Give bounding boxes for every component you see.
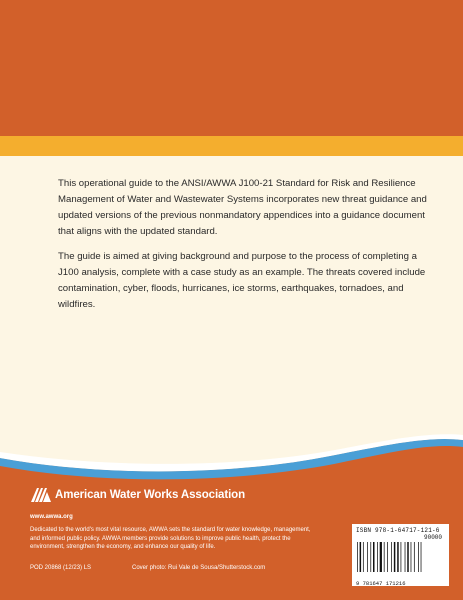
top-orange-band — [0, 0, 463, 136]
barcode-number: 9 781647 171216 — [356, 580, 406, 587]
credits-row — [30, 565, 360, 571]
description-paragraph-2: The guide is aimed at giving background and purpose to the process of completing a J100 analysis, complete with a case study as an example. The threats covered include contamination, cyber, floods, hurricanes, ice storms, earthquakes, tornadoes, and wildfires. — [58, 251, 426, 310]
yellow-stripe — [0, 136, 463, 156]
cover-photo-credit: Cover photo: Rui Vale de Sousa/Shutterstock.com — [132, 565, 266, 571]
description — [58, 176, 428, 322]
isbn-text: ISBN 978-1-64717-121-6 — [356, 527, 440, 534]
pod-code: POD 20868 (12/23) LS — [30, 565, 92, 571]
website-link[interactable]: www.awwa.org — [30, 514, 73, 520]
price-code: 90000 — [424, 534, 443, 541]
awwa-logo — [30, 486, 320, 504]
tagline: Dedicated to the world's most vital resource, AWWA sets the standard for water knowledge, management, and informed public policy. AWWA members provide solutions to improve public health, protect the environment, strengthen the economy, and enhance our quality of life. — [30, 527, 311, 551]
org-name: American Water Works Association — [55, 489, 246, 501]
awwa-logo-icon — [30, 487, 52, 503]
description-paragraph-1: This operational guide to the ANSI/AWWA J100-21 Standard for Risk and Resilience Management of Water and Wastewater Systems incorporates new threat guidance and updated versions of the previous nonmandatory appendices into a guidance document that aligns with the updated standard. — [58, 178, 427, 237]
footer — [30, 486, 320, 552]
wave-decoration — [0, 430, 463, 490]
